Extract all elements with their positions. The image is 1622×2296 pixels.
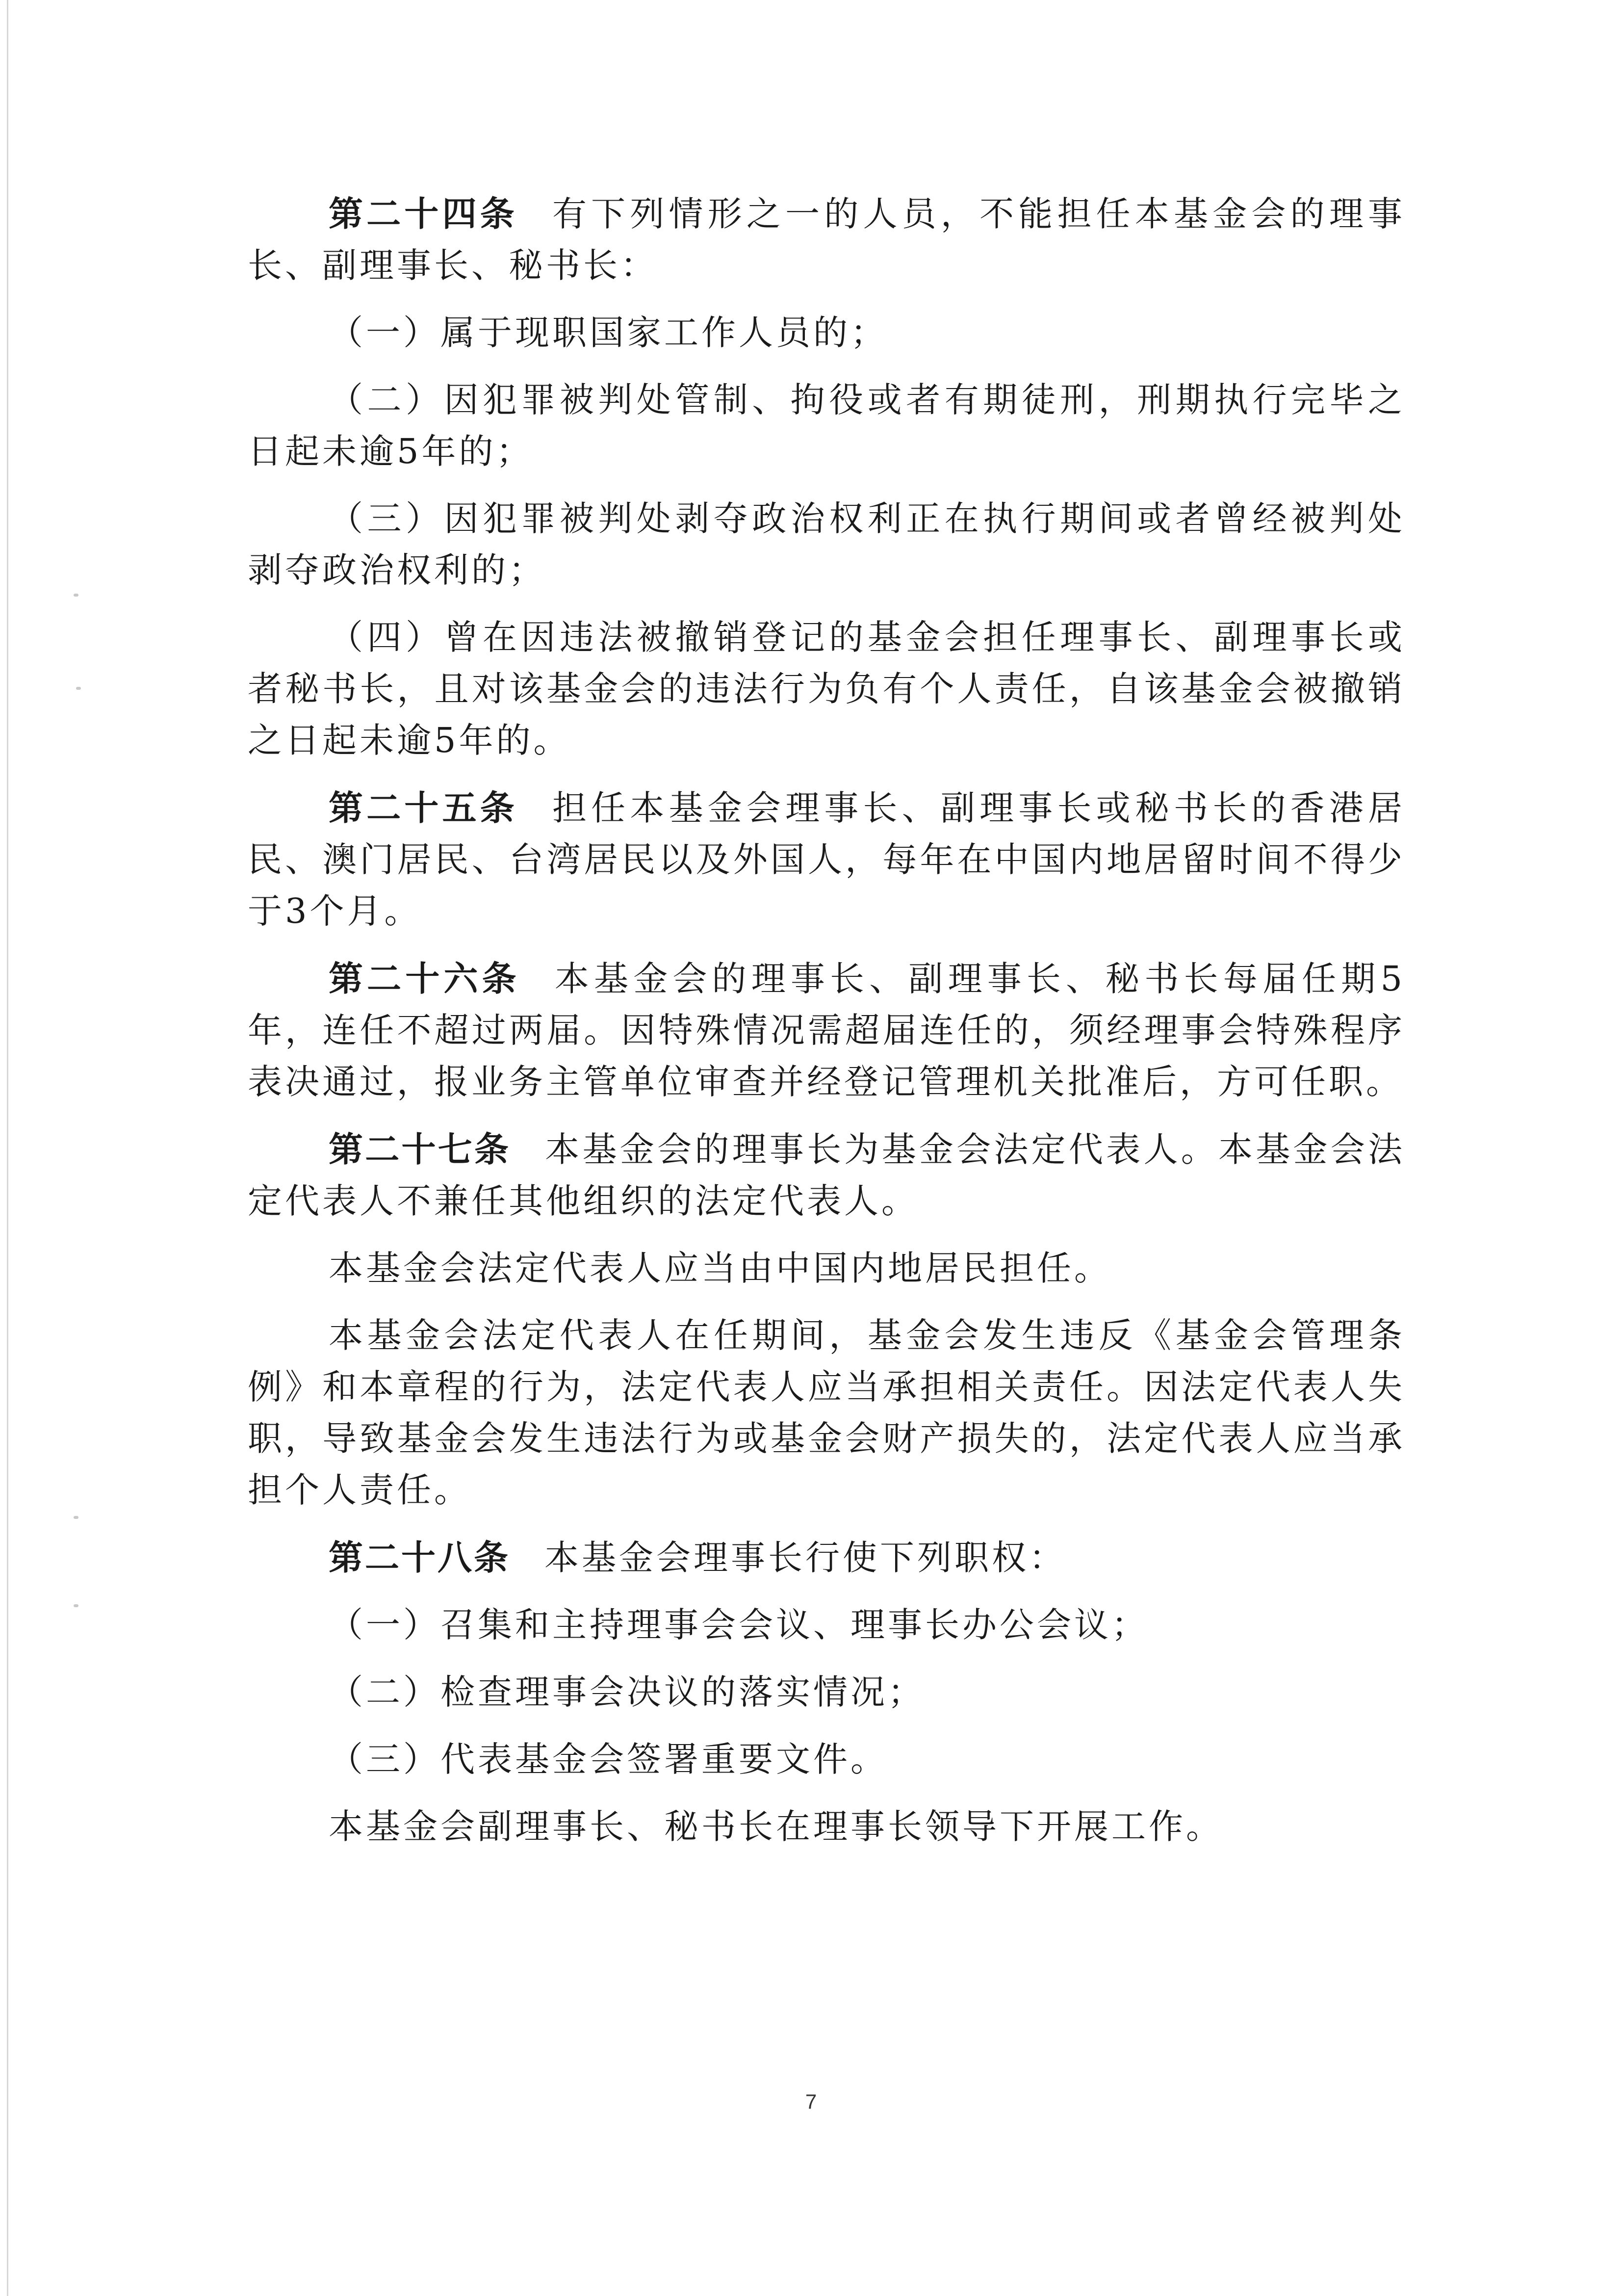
article-heading: 第二十八条 <box>329 1537 510 1578</box>
paragraph-text: 本基金会法定代表人在任期间，基金会发生违反《基金会管理条例》和本章程的行为，法定代表人应当承担相关责任。因法定代表人失职，导致基金会发生违法行为或基金会财产损失的，法定代表人应当承担个人责任。 <box>248 1315 1405 1510</box>
paragraph-text: 本基金会法定代表人应当由中国内地居民担任。 <box>329 1248 1111 1288</box>
paragraph-text: 有下列情形之一的人员，不能担任本基金会的理事长、副理事长、秘书长： <box>248 194 1406 286</box>
paragraph-text: 本基金会理事长行使下列职权： <box>544 1538 1066 1578</box>
paragraph-text: （二）检查理事会决议的落实情况； <box>329 1672 925 1712</box>
scan-speck <box>76 687 81 690</box>
paragraph-text: （二）因犯罪被判处管制、拘役或者有期徒刑，刑期执行完毕之日起未逾5年的； <box>248 380 1405 471</box>
paragraph-text: （四）曾在因违法被撤销登记的基金会担任理事长、副理事长或者秘书长，且对该基金会的违法行为负有个人责任，自该基金会被撤销之日起未逾5年的。 <box>248 617 1405 760</box>
paragraph-item <box>248 1599 1405 1651</box>
paragraph-item <box>248 1667 1405 1718</box>
article-heading: 第二十六条 <box>329 958 520 999</box>
paragraph-text: 担任本基金会理事长、副理事长或秘书长的香港居民、澳门居民、台湾居民以及外国人，每年在中国内地居留时间不得少于3个月。 <box>248 788 1406 931</box>
scan-speck <box>74 1604 78 1607</box>
scan-edge-line <box>7 0 8 2296</box>
scan-speck <box>74 1516 78 1519</box>
paragraph-article-24 <box>248 188 1405 291</box>
paragraph-article-27 <box>248 1123 1405 1227</box>
paragraph-text: 本基金会的理事长为基金会法定代表人。本基金会法定代表人不兼任其他组织的法定代表人。 <box>248 1129 1405 1221</box>
paragraph-article-25 <box>248 782 1405 937</box>
paragraph-item <box>248 1734 1405 1785</box>
article-heading: 第二十四条 <box>329 193 518 234</box>
paragraph-item <box>248 374 1405 477</box>
paragraph-text: （三）因犯罪被判处剥夺政治权利正在执行期间或者曾经被判处剥夺政治权利的； <box>248 498 1405 590</box>
paragraph-text: 本基金会副理事长、秘书长在理事长领导下开展工作。 <box>329 1806 1223 1847</box>
paragraph-item <box>248 493 1405 596</box>
paragraph <box>248 1801 1405 1852</box>
article-heading: 第二十五条 <box>329 787 518 828</box>
scan-speck <box>74 594 78 597</box>
article-heading: 第二十七条 <box>329 1129 511 1170</box>
paragraph-article-26 <box>248 953 1405 1108</box>
paragraph-text: （一）召集和主持理事会会议、理事长办公会议； <box>329 1605 1149 1645</box>
paragraph <box>248 1310 1405 1516</box>
paragraph-text: 本基金会的理事长、副理事长、秘书长每届任期5年，连任不超过两届。因特殊情况需超届连任的，须经理事会特殊程序表决通过，报业务主管单位审查并经登记管理机关批准后，方可任职。 <box>248 959 1405 1102</box>
paragraph-article-28 <box>248 1532 1405 1584</box>
paragraph <box>248 1243 1405 1294</box>
paragraph-item <box>248 307 1405 359</box>
document-body <box>248 188 1405 1868</box>
paragraph-text: （三）代表基金会签署重要文件。 <box>329 1739 888 1779</box>
page-number: 7 <box>805 2090 817 2113</box>
paragraph-text: （一）属于现职国家工作人员的； <box>329 313 888 353</box>
paragraph-item <box>248 612 1405 766</box>
